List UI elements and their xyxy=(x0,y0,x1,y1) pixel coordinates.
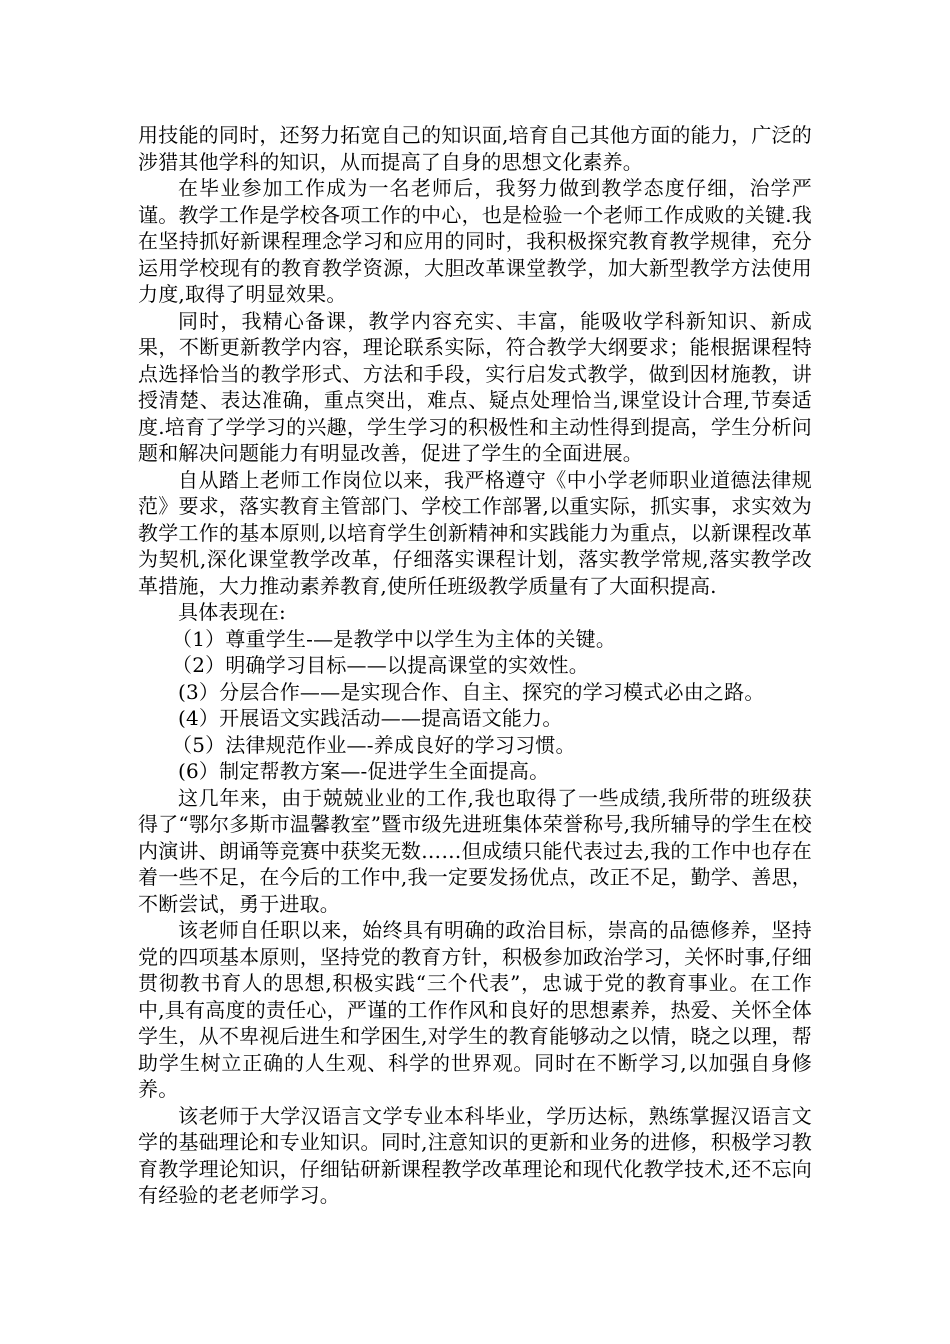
list-intro: 具体表现在: xyxy=(178,600,286,624)
paragraph: 这几年来，由于兢兢业业的工作,我也取得了一些成绩,我所带的班级获得了“鄂尔多斯市温馨教室”暨市级先进班集体荣誉称号,我所辅导的学生在校内演讲、朗诵等竞赛中获奖无数……但成绩只能代表过去,我的工作中也存在着一些不足，在今后的工作中,我一定要发扬优点，改正不足，勤学、善思，不断尝试，勇于进取。 xyxy=(138,785,812,916)
list-item: (6）制定帮教方案—-促进学生全面提高。 xyxy=(178,759,550,783)
paragraph: 同时，我精心备课，教学内容充实、丰富，能吸收学科新知识、新成果，不断更新教学内容，理论联系实际，符合教学大纲要求；能根据课程特点选择恰当的教学形式、方法和手段，实行启发式教学，做到因材施教，讲授清楚、表达准确，重点突出，难点、疑点处理恰当,课堂设计合理,节奏适度.培育了学学习的兴趣，学生学习的积极性和主动性得到提高，学生分析问题和解决问题能力有明显改善，促进了学生的全面进展。 xyxy=(138,308,812,465)
list-item: (3）分层合作——是实现合作、自主、探究的学习模式必由之路。 xyxy=(178,679,765,704)
list-item: （5）法律规范作业—-养成良好的学习习惯。 xyxy=(172,732,576,757)
list-item: (4）开展语文实践活动——提高语文能力。 xyxy=(178,706,563,730)
list-item: （1）尊重学生-—是教学中以学生为主体的关键。 xyxy=(172,626,617,651)
paragraph: 自从踏上老师工作岗位以来，我严格遵守《中小学老师职业道德法律规范》要求，落实教育主管部门、学校工作部署,以重实际，抓实事，求实效为教学工作的基本原则,以培育学生创新精神和实践能力为重点，以新课程改革为契机,深化课堂教学改革，仔细落实课程计划，落实教学常规,落实教学改革措施，大力推动素养教育,使所任班级教学质量有了大面积提高. xyxy=(138,467,812,598)
paragraph: 该老师自任职以来，始终具有明确的政治目标，崇高的品德修养，坚持党的四项基本原则，坚持党的教育方针，积极参加政治学习，关怀时事,仔细贯彻教书育人的思想,积极实践“三个代表”，忠诚于党的教育事业。在工作中,具有高度的责任心，严谨的工作作风和良好的思想素养，热爱、关怀全体学生，从不卑视后进生和学困生,对学生的教育能够动之以情，晓之以理，帮助学生树立正确的人生观、科学的世界观。同时在不断学习,以加强自身修养。 xyxy=(138,918,812,1101)
paragraph: 该老师于大学汉语言文学专业本科毕业，学历达标，熟练掌握汉语言文学的基础理论和专业知识。同时,注意知识的更新和业务的进修，积极学习教育教学理论知识，仔细钻研新课程教学改革理论和现代化教学技术,还不忘向有经验的老老师学习。 xyxy=(138,1103,812,1207)
list-item: （2）明确学习目标——以提高课堂的实效性。 xyxy=(172,653,589,677)
document-body xyxy=(138,122,812,1209)
paragraph-continued: 用技能的同时，还努力拓宽自己的知识面,培育自己其他方面的能力，广泛的涉猎其他学科的知识，从而提高了自身的思想文化素养。 xyxy=(138,123,812,174)
paragraph: 在毕业参加工作成为一名老师后，我努力做到教学态度仔细，治学严谨。教学工作是学校各项工作的中心，也是检验一个老师工作成败的关键.我在坚持抓好新课程理念学习和应用的同时，我积极探究教育教学规律，充分运用学校现有的教育教学资源，大胆改革课堂教学，加大新型教学方法使用力度,取得了明显效果。 xyxy=(138,176,812,306)
